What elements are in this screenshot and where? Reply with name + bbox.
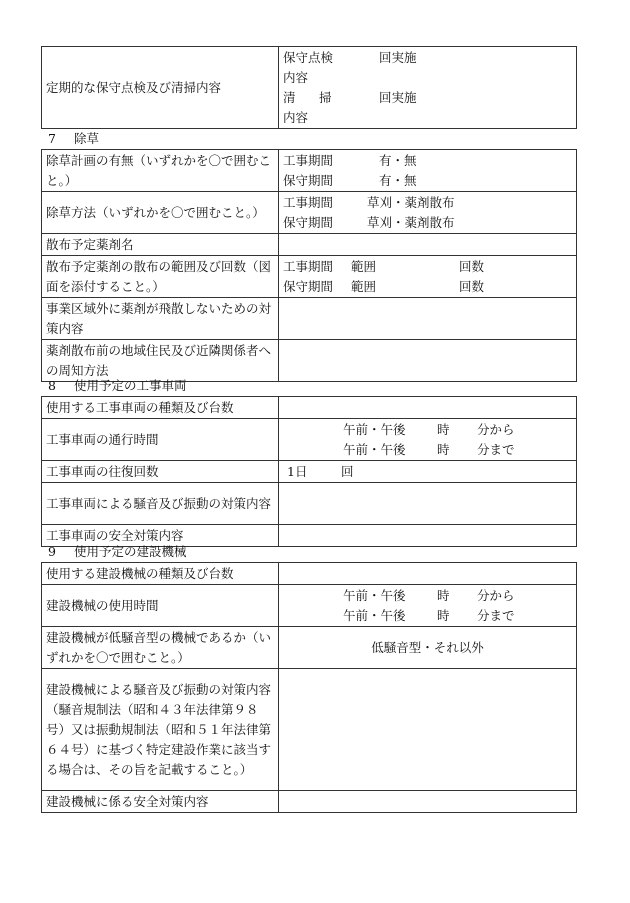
section-9-heading: 9 使用予定の建設機械 [48,544,187,559]
spray-range-value[interactable]: 工事期間 範囲 回数 保守期間 範囲 回数 [279,256,577,298]
machinery-table [41,562,577,813]
vehicle-safety-value[interactable] [279,525,577,547]
machinery-hours-value[interactable]: 午前・午後 時 分から 午前・午後 時 分まで [279,585,577,627]
machinery-safety-value[interactable] [279,791,577,813]
weeding-plan-value[interactable]: 工事期間 有・無 保守期間 有・無 [279,150,577,192]
drift-prevention-label: 事業区域外に薬剤が飛散しないための対策内容 [42,298,279,340]
machinery-safety-label: 建設機械に係る安全対策内容 [42,791,279,813]
resident-notice-value[interactable] [279,340,577,382]
low-noise-label: 建設機械が低騒音型の機械であるか（いずれかを〇で囲むこと。） [42,627,279,669]
section-8-heading: 8 使用予定の工事車両 [48,378,187,393]
vehicle-hours-value[interactable]: 午前・午後 時 分から 午前・午後 時 分まで [279,419,577,461]
vehicle-noise-value[interactable] [279,483,577,525]
machinery-type-label: 使用する建設機械の種類及び台数 [42,563,279,585]
vehicle-safety-label: 工事車両の安全対策内容 [42,525,279,547]
vehicle-type-value[interactable] [279,397,577,419]
vehicle-hours-label: 工事車両の通行時間 [42,419,279,461]
vehicle-trips-label: 工事車両の往復回数 [42,461,279,483]
weeding-plan-label: 除草計画の有無（いずれかを〇で囲むこと。） [42,150,279,192]
weeding-table [41,149,577,382]
section-7-heading: 7 除草 [48,131,100,146]
weeding-method-label: 除草方法（いずれかを〇で囲むこと。） [42,192,279,234]
vehicle-type-label: 使用する工事車両の種類及び台数 [42,397,279,419]
drift-prevention-value[interactable] [279,298,577,340]
herbicide-name-label: 散布予定薬剤名 [42,234,279,256]
weeding-method-value[interactable]: 工事期間 草刈・薬剤散布 保守期間 草刈・薬剤散布 [279,192,577,234]
machinery-hours-label: 建設機械の使用時間 [42,585,279,627]
spray-range-label: 散布予定薬剤の散布の範囲及び回数（図面を添付すること。） [42,256,279,298]
vehicle-table [41,396,577,547]
maintenance-value[interactable]: 保守点検 回実施 内容 清 掃 回実施 内容 [279,47,577,129]
machinery-type-value[interactable] [279,563,577,585]
herbicide-name-value[interactable] [279,234,577,256]
resident-notice-label: 薬剤散布前の地域住民及び近隣関係者への周知方法 [42,340,279,382]
machinery-noise-value[interactable] [279,669,577,791]
low-noise-value[interactable]: 低騒音型・それ以外 [279,627,577,669]
vehicle-noise-label: 工事車両による騒音及び振動の対策内容 [42,483,279,525]
maintenance-table [41,46,577,129]
machinery-noise-label: 建設機械による騒音及び振動の対策内容（騒音規制法（昭和４３年法律第９８号）又は振動規制法（昭和５１年法律第６４号）に基づく特定建設作業に該当する場合は、その旨を記載すること。） [42,669,279,791]
maintenance-label: 定期的な保守点検及び清掃内容 [42,47,279,129]
vehicle-trips-value[interactable]: 1日 回 [279,461,577,483]
